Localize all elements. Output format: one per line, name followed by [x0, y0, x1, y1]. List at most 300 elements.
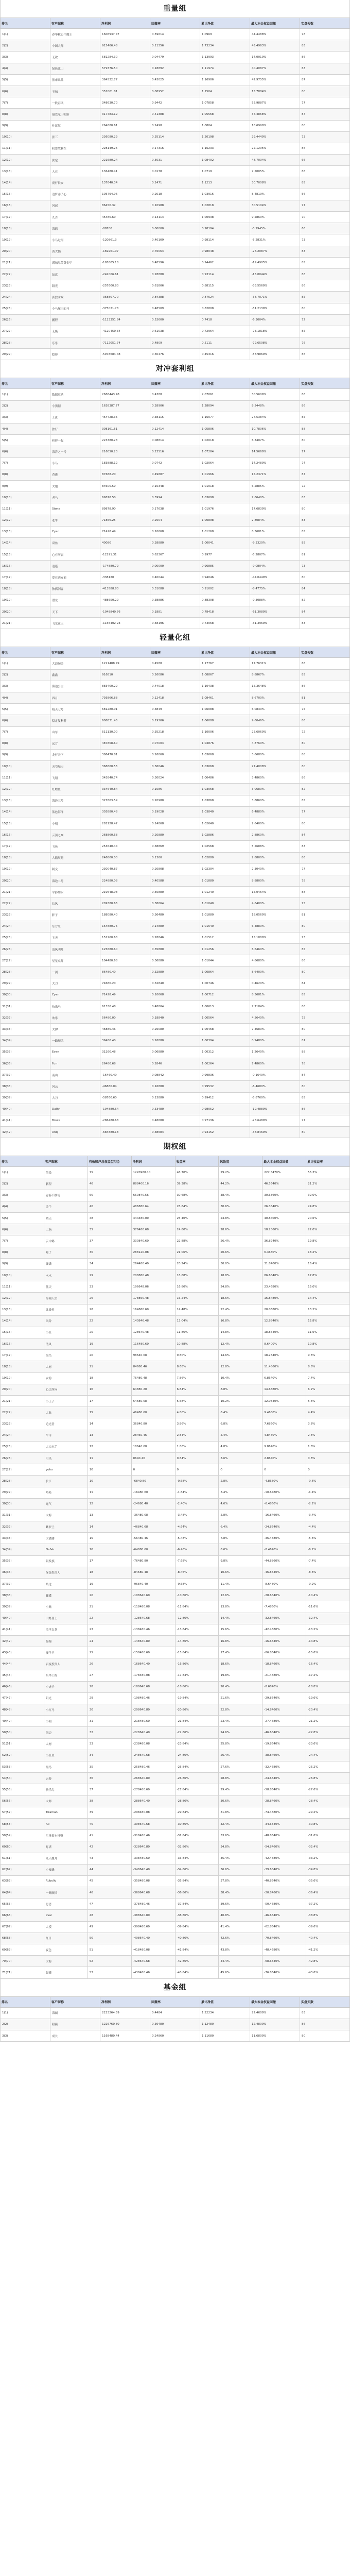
table-cell: -42.8% [306, 1956, 350, 1967]
table-cell: -19.6% [306, 1692, 350, 1704]
table-cell: 85 [300, 989, 350, 1001]
table-cell: 10.7806% [250, 423, 300, 435]
table-cell: 0.8% [306, 1452, 350, 1464]
table-cell: 18.6% [219, 1658, 262, 1670]
table-row [1, 1070, 350, 1081]
table-cell: 0.08952 [150, 86, 200, 97]
table-row [1, 1544, 350, 1555]
table-cell: 满城尽带黄金甲 [50, 257, 100, 268]
table-cell: 444480.00 [131, 1213, 175, 1224]
table-cell: 1638387.77 [100, 400, 150, 412]
table-cell: 3.8860% [250, 795, 300, 806]
table-cell: 2(2) [1, 40, 50, 52]
table-cell: 15(15) [1, 189, 50, 200]
table-cell: 38 [87, 1795, 131, 1807]
table-cell: 52 [87, 1956, 131, 1967]
table-cell: 5(5) [1, 704, 50, 715]
table-cell: 49(49) [1, 1716, 44, 1727]
table-row [1, 1418, 350, 1430]
table-cell: 87688.20 [100, 469, 150, 480]
table-cell: 17 [87, 1555, 131, 1567]
table-cell: 915466.48 [100, 40, 150, 52]
table-row [1, 52, 350, 63]
table-cell: 1.11680 [200, 2030, 250, 2041]
table-cell: 1.02304 [200, 863, 250, 875]
table-cell: 86 [300, 349, 350, 360]
table-cell: 20 [87, 1590, 131, 1601]
table-cell: 8.4% [219, 1407, 262, 1418]
column-header[interactable]: 排名 [1, 18, 50, 29]
table-cell: 0.58196 [150, 618, 200, 629]
table-cell: 364532.77 [100, 74, 150, 86]
table-cell: 4.8460% [262, 1430, 306, 1441]
table-cell: 1.00486 [200, 772, 250, 784]
table-cell: 288120.08 [131, 1247, 175, 1258]
table-cell: -169261.07 [100, 246, 150, 257]
table-cell: 41(41) [1, 1115, 50, 1126]
table-cell: 0.94046 [200, 572, 250, 583]
table-cell: 56480.00 [100, 1012, 150, 1024]
table-cell: 海鸥 [50, 223, 100, 234]
table-cell: NaiVe [44, 1544, 87, 1555]
table-cell: -86.8640% [262, 1647, 306, 1658]
table-row [1, 1647, 350, 1658]
table-cell: 0.07004 [150, 738, 200, 749]
column-header[interactable]: 客户昵称 [50, 378, 100, 389]
table-cell: 3.86% [175, 1418, 219, 1430]
table-cell: 14.0010% [250, 52, 300, 63]
column-header[interactable]: 累计收益率 [306, 1156, 350, 1167]
table-cell: 鑫鑫 [50, 669, 100, 681]
table-cell: 7.7184% [250, 1001, 300, 1012]
table-cell: -158480.60 [131, 1647, 175, 1658]
table-cell: 39(39) [1, 1601, 44, 1613]
table-cell: 16(16) [1, 829, 50, 841]
column-header[interactable]: 客户昵称 [50, 18, 100, 29]
table-cell: -48.8640% [262, 1830, 306, 1841]
table-cell: 1.03916 [200, 189, 250, 200]
table-cell: 1168480.44 [100, 2030, 150, 2041]
table-cell: Rubyliv [44, 1875, 87, 1887]
table-cell: -348640.40 [131, 1864, 175, 1875]
table-cell: 小丑鱼 [44, 1750, 87, 1761]
table-cell: 5(5) [1, 74, 50, 86]
table-cell: 乐乐 [50, 337, 100, 349]
table-cell: 潇潇 [44, 1258, 87, 1269]
table-cell: -28.86% [175, 1795, 219, 1807]
column-header[interactable]: 收益率 [175, 1156, 219, 1167]
table-cell: 0.28880 [150, 268, 200, 280]
table-cell: -31.84% [175, 1830, 219, 1841]
column-header[interactable]: 最大本金权益回撤 [250, 378, 300, 389]
table-cell: 14.8% [219, 1327, 262, 1338]
table-cell: 35 [87, 1224, 131, 1235]
table-cell: 20(20) [1, 606, 50, 618]
table-cell: 80 [300, 303, 350, 314]
table-cell: -6.4680% [250, 1081, 300, 1092]
table-cell: -17.2% [306, 1670, 350, 1681]
column-header[interactable]: 回撤率 [150, 18, 200, 29]
table-cell: 云中鹤 [44, 1235, 87, 1247]
table-cell: -46.6840% [262, 1727, 306, 1738]
table-cell: 26(26) [1, 1452, 44, 1464]
table-cell: -22.86% [175, 1727, 219, 1738]
table-row [1, 944, 350, 955]
column-header[interactable]: 回撤率 [150, 378, 200, 389]
table-cell: 胖子 [50, 909, 100, 921]
table-cell: -328640.80 [131, 1841, 175, 1853]
table-cell: 22(22) [1, 898, 50, 909]
column-header[interactable]: 累计净值 [200, 378, 250, 389]
table-cell: 30.0% [219, 1258, 262, 1269]
table-cell: -108640.60 [131, 1590, 175, 1601]
table-cell: 86 [300, 955, 350, 967]
table-cell: -3.9945% [250, 223, 300, 234]
table-cell: 17.6830% [250, 503, 300, 515]
table-cell: 48.70% [175, 1167, 219, 1178]
table-cell: 33 [87, 1738, 131, 1750]
table-cell: 24.8% [219, 1213, 262, 1224]
column-header[interactable]: 排名 [1, 378, 50, 389]
table-cell: 10(10) [1, 131, 50, 143]
table-cell: 80 [300, 435, 350, 446]
table-cell: -8.6480% [262, 1579, 306, 1590]
table-cell: 47 [87, 1899, 131, 1910]
table-cell: -64880.60 [131, 1544, 175, 1555]
table-cell: 308161.51 [100, 423, 150, 435]
table-row [1, 726, 350, 738]
table-cell: 9(9) [1, 120, 50, 131]
table-cell: 1.03698 [200, 492, 250, 503]
table-cell: 27(27) [1, 1464, 44, 1476]
table-row [1, 1247, 350, 1258]
table-cell: 46880.46 [100, 1024, 150, 1035]
table-cell: 12(12) [1, 1293, 44, 1304]
table-cell: 20.6% [306, 1213, 350, 1224]
table-cell: 5.4% [219, 1430, 262, 1441]
table-row [1, 314, 350, 326]
table-cell: 44.4488% [250, 29, 300, 40]
table-cell: 23(23) [1, 1418, 44, 1430]
table-cell: -288640.40 [131, 1795, 175, 1807]
table-cell: yoho [44, 1464, 87, 1476]
table-cell: 916810 [100, 669, 150, 681]
column-header[interactable]: 净利润 [131, 1156, 175, 1167]
column-header[interactable]: 排名 [1, 1156, 44, 1167]
table-row [1, 1579, 350, 1590]
table-cell: 0.38664 [150, 898, 200, 909]
table-cell: -1.4% [306, 1487, 350, 1498]
table-cell: -51.2130% [250, 303, 300, 314]
table-cell: 清风明月 [50, 944, 100, 955]
table-cell: 317483.19 [100, 109, 150, 120]
column-header[interactable]: 客户昵称 [44, 1156, 87, 1167]
table-cell: -16.86% [175, 1658, 219, 1670]
section-group-4 [0, 1138, 350, 1978]
table-cell: 7(7) [1, 1235, 44, 1247]
table-cell: -21.4680% [262, 1670, 306, 1681]
table-cell: -34.8% [306, 1864, 350, 1875]
table-cell: -17.84% [175, 1670, 219, 1681]
column-header[interactable]: 排名 [1, 647, 50, 658]
table-cell: 77 [300, 97, 350, 109]
column-header[interactable]: 实盘天数 [300, 647, 350, 658]
table-cell: 1.01976 [200, 503, 250, 515]
table-row [1, 1670, 350, 1681]
table-cell: -358807.70 [100, 292, 150, 303]
table-cell: -194880.64 [100, 1104, 150, 1115]
table-cell: 人在 [50, 166, 100, 177]
table-cell: -338480.60 [131, 1853, 175, 1864]
table-cell: 潜龙 [50, 595, 100, 606]
table-cell: 1(1) [1, 29, 50, 40]
column-header[interactable]: 回撤率 [150, 1996, 200, 2007]
table-row [1, 863, 350, 875]
table-cell: 0.73068 [200, 618, 250, 629]
table-cell: 55.9887% [250, 97, 300, 109]
table-row [1, 1784, 350, 1795]
table-cell: 11.4% [219, 1579, 262, 1590]
table-cell: 164880.75 [100, 921, 150, 932]
table-cell: 19.8% [306, 1235, 350, 1247]
table-row [1, 1452, 350, 1464]
table-row [1, 469, 350, 480]
table-row [1, 1350, 350, 1361]
table-cell: 小虎子 [44, 1681, 87, 1692]
table-row [1, 1012, 350, 1024]
table-cell: 2(2) [1, 2019, 50, 2030]
table-cell: 39480.40 [100, 1035, 150, 1046]
column-header[interactable]: 净利润 [100, 1996, 150, 2007]
table-cell: 0.20808 [150, 863, 200, 875]
table-cell: 1.03068 [200, 784, 250, 795]
table-cell: 86 [300, 1104, 350, 1115]
table-cell: 19 [87, 1579, 131, 1590]
table-cell: 1(1) [1, 2007, 50, 2019]
table-cell: -2.2% [306, 1498, 350, 1510]
table-cell: 0.10988 [150, 200, 200, 211]
table-cell: 4.5640% [250, 1012, 300, 1024]
table-cell: -28.8460% [262, 1795, 306, 1807]
column-header[interactable]: 有效账户总权益(万元) [87, 1156, 131, 1167]
table-cell: 6.2% [306, 1384, 350, 1395]
column-header[interactable]: 最大本金权益回撤 [250, 18, 300, 29]
column-header[interactable]: 最大本金权益回撤 [250, 1996, 300, 2007]
table-cell: 0.26880 [150, 1035, 200, 1046]
table-cell: 无极 [50, 326, 100, 337]
table-cell: 164860.60 [131, 1304, 175, 1315]
table-cell: 0.32880 [150, 967, 200, 978]
table-cell: 山野居士 [44, 1613, 87, 1624]
column-header[interactable]: 净利润 [100, 18, 150, 29]
table-cell: 21.2% [306, 1178, 350, 1190]
table-cell: 15(15) [1, 549, 50, 561]
table-cell: 1.28094 [200, 400, 250, 412]
table-cell: 24.80% [175, 1224, 219, 1235]
table-cell: 17(17) [1, 841, 50, 852]
table-cell: 14(14) [1, 806, 50, 818]
table-cell: 最爱吃三明治 [50, 109, 100, 120]
table-row [1, 1727, 350, 1738]
table-cell: 56 [300, 189, 350, 200]
table-row [1, 658, 350, 669]
table-row [1, 1830, 350, 1841]
column-header[interactable]: 实盘天数 [300, 1996, 350, 2007]
table-cell: 77 [300, 200, 350, 211]
table-row [1, 715, 350, 726]
table-cell: -7.4% [306, 1555, 350, 1567]
column-header[interactable]: 客户昵称 [50, 647, 100, 658]
table-cell: 72 [300, 480, 350, 492]
table-cell: 蓝色海洋 [50, 806, 100, 818]
table-cell: 268860.68 [100, 829, 150, 841]
table-cell: 3(3) [1, 2030, 50, 2041]
table-cell: 71428.49 [100, 526, 150, 537]
table-cell: 40 [87, 1818, 131, 1829]
table-cell: 31.8% [219, 1807, 262, 1818]
table-cell: 0.24860 [150, 2030, 200, 2041]
table-row [1, 1624, 350, 1635]
table-cell: 思思 [44, 1899, 87, 1910]
table-cell: -23.84% [175, 1738, 219, 1750]
table-cell: 大树 [44, 1738, 87, 1750]
table-cell: 85 [300, 177, 350, 189]
table-cell: 12.4% [219, 1338, 262, 1350]
table-cell: 13.8% [219, 1601, 262, 1613]
table-cell: 清风 [44, 1338, 87, 1350]
table-cell: 心有所属 [50, 549, 100, 561]
table-cell: 14.6880% [262, 1384, 306, 1395]
table-row [1, 898, 350, 909]
table-cell: 84 [300, 583, 350, 595]
table-cell: 40 [87, 1201, 131, 1212]
table-cell: 海阔 [50, 2007, 100, 2019]
table-cell: 晴天七号 [50, 704, 100, 715]
table-cell: 61330.48 [100, 1001, 150, 1012]
section-title: 期权组 [0, 1138, 350, 1156]
table-cell: 39(39) [1, 1092, 50, 1104]
table-cell: 0.13114 [150, 212, 200, 223]
table-cell: 66 [300, 223, 350, 234]
table-cell: 43 [87, 1853, 131, 1864]
table-row [1, 1521, 350, 1533]
table-cell: -43.6% [306, 1967, 350, 1978]
table-cell: 0.1360 [150, 852, 200, 863]
table-cell: 20(20) [1, 1384, 44, 1395]
table-cell: -9.68% [175, 1579, 219, 1590]
table-cell: 3.8% [306, 1418, 350, 1430]
table-cell: -278480.60 [131, 1784, 175, 1795]
table-cell: -73.1818% [250, 326, 300, 337]
table-cell: 30 [87, 1704, 131, 1716]
table-cell: 四月 [50, 692, 100, 703]
table-cell: 11(11) [1, 772, 50, 784]
column-header[interactable]: 实盘天数 [300, 18, 350, 29]
table-cell: 黄大仙 [50, 246, 100, 257]
table-cell: 蝴蝶 [44, 1590, 87, 1601]
table-cell: 69(69) [1, 1944, 44, 1956]
table-cell: -418480.08 [131, 1944, 175, 1956]
column-header[interactable]: 排名 [1, 1996, 50, 2007]
table-cell: 红鲤鱼 [50, 784, 100, 795]
table-cell: 夜色 [44, 1944, 87, 1956]
table-row [1, 2019, 350, 2030]
table-cell: 10.8% [306, 1338, 350, 1350]
table-cell: 独孤剑客 [50, 583, 100, 595]
table-cell: 14.4% [219, 1613, 262, 1624]
column-header[interactable]: 累计净值 [200, 647, 250, 658]
column-header[interactable]: 实盘天数 [300, 378, 350, 389]
column-header[interactable]: 客户昵称 [50, 1996, 100, 2007]
table-cell: -15.6% [306, 1647, 350, 1658]
table-cell: 34 [87, 1258, 131, 1269]
column-header[interactable]: 最大本金权益回撤 [250, 647, 300, 658]
table-cell: 1.12480 [200, 2019, 250, 2030]
table-cell: 73 [300, 561, 350, 572]
table-cell: 0.87624 [200, 292, 250, 303]
column-header[interactable]: 最大本金权益回撤 [262, 1156, 306, 1167]
table-cell: 0.5111 [200, 337, 250, 349]
column-header[interactable]: 累计净值 [200, 18, 250, 29]
column-header[interactable]: 回撤率 [150, 647, 200, 658]
table-cell: 18(18) [1, 852, 50, 863]
table-cell: -228640.40 [131, 1727, 175, 1738]
table-cell: Stone [50, 503, 100, 515]
table-cell: 88 [300, 268, 350, 280]
table-cell: 37 [87, 1784, 131, 1795]
table-cell: 1.00712 [200, 989, 250, 1001]
table-cell: -54.8460% [262, 1841, 306, 1853]
table-cell: 0.00000 [150, 561, 200, 572]
table-cell: 18.6990% [250, 120, 300, 131]
table-cell: -28.4% [306, 1795, 350, 1807]
table-row [1, 1510, 350, 1521]
column-header[interactable]: 净利润 [100, 647, 150, 658]
table-cell: 4.8760% [250, 738, 300, 749]
table-cell: 0.23516 [150, 446, 200, 457]
column-header[interactable]: 风险度 [219, 1156, 262, 1167]
table-cell: 75 [300, 1012, 350, 1024]
table-row [1, 166, 350, 177]
table-cell: 31260.48 [100, 1046, 150, 1058]
table-cell: 43(43) [1, 1647, 44, 1658]
table-cell: Evan [50, 1046, 100, 1058]
table-cell: 0.26060 [150, 749, 200, 760]
table-cell: 84600.59 [100, 480, 150, 492]
table-cell: -128640.68 [131, 1613, 175, 1624]
table-cell: -58760.60 [100, 1092, 150, 1104]
table-cell: 88 [300, 423, 350, 435]
table-cell: 151260.68 [100, 932, 150, 943]
table-cell: 18.2840% [262, 1350, 306, 1361]
table-cell: 25(25) [1, 932, 50, 943]
table-row [1, 795, 350, 806]
table-cell: 7.6640% [250, 492, 300, 503]
table-cell: 1.07858 [200, 97, 250, 109]
column-header[interactable]: 累计净值 [200, 1996, 250, 2007]
table-cell: 368860.56 [100, 761, 150, 772]
table-cell: 348630.70 [100, 97, 150, 109]
table-cell: 1.07204 [200, 446, 250, 457]
table-cell: 1.01640 [200, 921, 250, 932]
table-cell: 小王子 [44, 1396, 87, 1407]
table-cell: 20(20) [1, 875, 50, 886]
column-header[interactable]: 净利润 [100, 378, 150, 389]
table-cell: 7.6860% [262, 1418, 306, 1430]
table-cell: 30.6% [219, 1201, 262, 1212]
table-cell: -20.8460% [262, 1887, 306, 1899]
table-cell: -5.48% [175, 1533, 219, 1544]
